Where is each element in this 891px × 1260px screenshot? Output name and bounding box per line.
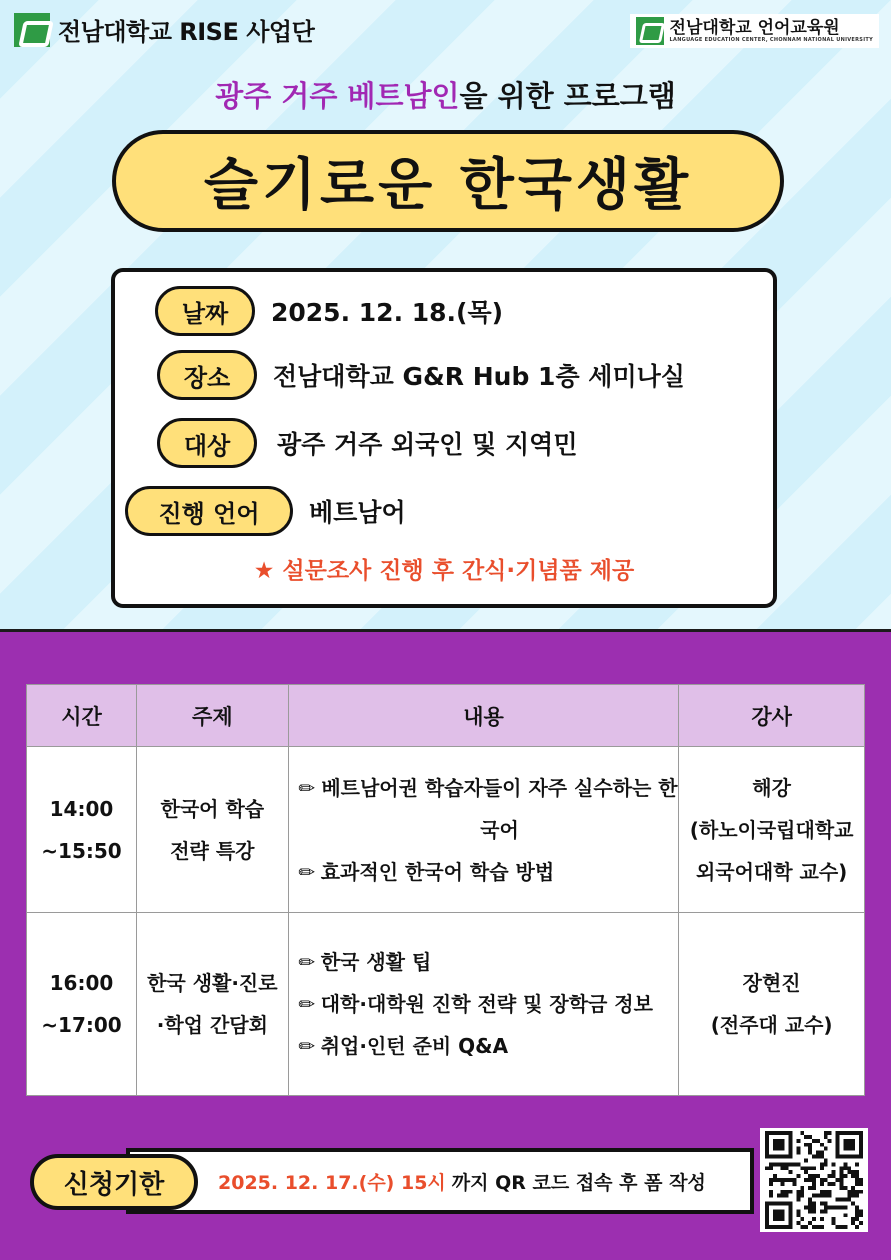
target-tag: 대상 <box>157 418 257 468</box>
deadline-tag: 신청기한 <box>30 1154 198 1210</box>
deadline-instruction: 까지 QR 코드 접속 후 폼 작성 <box>451 1171 706 1194</box>
target-value: 광주 거주 외국인 및 지역민 <box>277 430 578 459</box>
info-row-date <box>155 286 503 336</box>
pencil-icon: ✏ <box>298 950 316 974</box>
university-logo-icon <box>636 17 664 45</box>
date-tag: 날짜 <box>155 286 255 336</box>
subtitle-rest: 을 위한 프로그램 <box>459 79 676 113</box>
page-title: 슬기로운 한국생활 <box>203 153 693 218</box>
title-banner <box>112 130 784 232</box>
language-center-logo <box>630 14 879 48</box>
session-lecturer: 장현진 (전주대 교수) <box>679 913 865 1096</box>
language-tag: 진행 언어 <box>125 486 293 536</box>
subtitle-highlight: 광주 거주 베트남인 <box>215 79 460 113</box>
pencil-icon: ✏ <box>298 992 316 1016</box>
program-subtitle <box>0 74 891 115</box>
info-box <box>111 268 777 608</box>
content-item: ✏ 베트남어권 학습자들이 자주 실수하는 한국어 <box>293 767 679 851</box>
schedule-table <box>26 684 865 1096</box>
table-row <box>27 747 865 913</box>
language-center-english: LANGUAGE EDUCATION CENTER, CHONNAM NATIONAL UNIVERSITY <box>669 36 873 43</box>
table-row <box>27 913 865 1096</box>
rise-logo <box>14 12 314 47</box>
session-content <box>288 913 679 1096</box>
content-item: ✏ 한국 생활 팁 <box>293 941 679 983</box>
gift-note: ★ 설문조사 진행 후 간식·기념품 제공 <box>253 558 635 584</box>
pencil-icon: ✏ <box>298 859 316 884</box>
language-value: 베트남어 <box>309 498 406 527</box>
place-tag: 장소 <box>157 350 257 400</box>
session-content <box>288 747 679 913</box>
session-topic: 한국어 학습 전략 특강 <box>136 747 288 913</box>
content-item: ✏ 효과적인 한국어 학습 방법 <box>293 851 679 893</box>
session-topic: 한국 생활·진로 ·학업 간담회 <box>136 913 288 1096</box>
university-logo-icon <box>14 13 50 47</box>
session-time: 14:00 ~15:50 <box>27 747 137 913</box>
table-header-row <box>27 685 865 747</box>
session-lecturer: 해강 (하노이국립대학교 외국어대학 교수) <box>679 747 865 913</box>
header-time: 시간 <box>27 685 137 747</box>
content-item: ✏ 취업·인턴 준비 Q&A <box>293 1025 679 1067</box>
date-value: 2025. 12. 18.(목) <box>271 298 504 327</box>
pencil-icon: ✏ <box>298 1034 316 1058</box>
deadline-box <box>126 1148 754 1214</box>
header-lecturer: 강사 <box>679 685 865 747</box>
info-row-place <box>157 350 685 400</box>
session-time: 16:00 ~17:00 <box>27 913 137 1096</box>
place-value: 전남대학교 G&R Hub 1층 세미나실 <box>273 362 685 391</box>
qr-code-icon[interactable] <box>760 1128 868 1232</box>
header-topic: 주제 <box>136 685 288 747</box>
qr-code-graphic[interactable] <box>763 1131 865 1229</box>
header-content: 내용 <box>288 685 679 747</box>
deadline-date: 2025. 12. 17.(수) 15시 <box>218 1171 446 1194</box>
language-center-name: 전남대학교 언어교육원 <box>669 17 840 38</box>
info-row-target <box>157 418 577 468</box>
pencil-icon: ✏ <box>298 775 316 800</box>
content-item: ✏ 대학·대학원 진학 전략 및 장학금 정보 <box>293 983 679 1025</box>
info-row-language <box>125 486 406 536</box>
rise-logo-text: 전남대학교 RISE 사업단 <box>58 18 315 46</box>
